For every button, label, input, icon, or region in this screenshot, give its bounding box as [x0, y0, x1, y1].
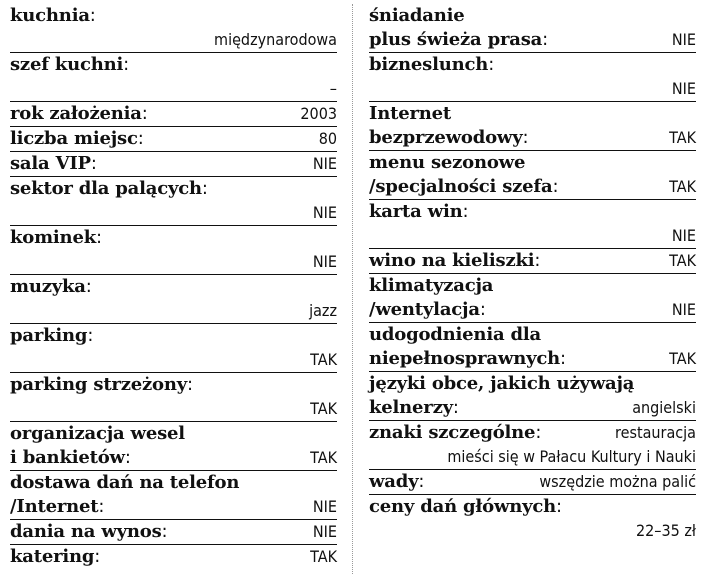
label-colon: :: [124, 447, 131, 468]
label-colon: :: [201, 178, 208, 199]
entry-kelnerzy: [369, 372, 696, 421]
value: 22–35 zł: [635, 521, 696, 540]
label-colon: :: [462, 201, 469, 222]
entry-bizneslunch: [369, 53, 696, 102]
label-colon: :: [95, 227, 102, 248]
label-colon: :: [452, 397, 459, 418]
label-text: wady: [369, 471, 419, 492]
value: NIE: [312, 154, 337, 173]
right-column: [369, 4, 696, 543]
label-text: znaki szczególne: [369, 422, 536, 443]
label: [369, 298, 486, 322]
label-text: szef kuchni: [10, 54, 124, 75]
label: [369, 28, 548, 52]
label-line1: języki obce, jakich używają: [369, 373, 635, 394]
label-colon: :: [479, 299, 486, 320]
entry-wady: [369, 470, 696, 495]
value: NIE: [312, 497, 337, 516]
label-colon: :: [85, 276, 92, 297]
entry-katering: [10, 545, 337, 569]
label: [10, 152, 97, 176]
label-text: sala VIP: [10, 153, 91, 174]
label-text: niepełnosprawnych: [369, 348, 560, 369]
label-text: sektor dla palących: [10, 178, 202, 199]
value: TAK: [669, 177, 696, 196]
label: [369, 126, 528, 150]
label: [369, 347, 566, 371]
entry-szef-kuchni: [10, 53, 337, 102]
entry-znaki-szczegolne: [369, 421, 696, 470]
label: [10, 374, 193, 395]
label-line1: dostawa dań na telefon: [10, 472, 240, 493]
label-colon: :: [542, 29, 548, 50]
label-text: parking strzeżony: [10, 374, 187, 395]
value: TAK: [669, 251, 696, 270]
column-divider: [352, 4, 353, 574]
label-text: rok założenia: [10, 103, 142, 124]
entry-plus-swieza-prasa: [369, 4, 696, 53]
label-text: /specjalności szefa: [369, 176, 553, 197]
label: [369, 175, 558, 199]
label-text: katering: [10, 546, 95, 567]
value-line2: mieści się w Pałacu Kultury i Nauki: [447, 447, 696, 466]
label-text: i bankietów: [10, 447, 125, 468]
entry-parking: [10, 324, 337, 373]
value: TAK: [310, 547, 337, 566]
label-line1: śniadanie: [369, 5, 465, 26]
label-colon: :: [137, 128, 144, 149]
label-text: parking: [10, 325, 88, 346]
label-line1: klimatyzacja: [369, 275, 494, 296]
label-colon: :: [488, 54, 495, 75]
label-colon: :: [556, 496, 562, 517]
label: [369, 396, 459, 420]
label: [10, 54, 129, 75]
label: [10, 276, 92, 297]
label: [10, 325, 93, 346]
entry-dania-na-wynos: [10, 520, 337, 545]
label-colon: :: [90, 153, 97, 174]
entry-specjalnosci-szefa: [369, 151, 696, 200]
label: [10, 127, 144, 151]
label: [369, 201, 468, 222]
label: [10, 178, 208, 199]
value: międzynarodowa: [214, 30, 337, 49]
value: restauracja: [615, 423, 696, 442]
label-text: wino na kieliszki: [369, 250, 535, 271]
label: [369, 496, 562, 517]
label-colon: :: [535, 422, 542, 443]
label: [10, 102, 148, 126]
label: [10, 446, 131, 470]
label: [10, 227, 102, 248]
label: [10, 545, 100, 569]
entry-parking-strzezony: [10, 373, 337, 422]
label-text: dania na wynos: [10, 521, 162, 542]
label-text: kelnerzy: [369, 397, 453, 418]
label-colon: :: [141, 103, 148, 124]
value: jazz: [309, 301, 337, 320]
entry-karta-win: [369, 200, 696, 249]
value: wszędzie można palić: [539, 472, 696, 491]
entry-bezprzewodowy: [369, 102, 696, 151]
value: NIE: [671, 226, 696, 245]
value: NIE: [312, 522, 337, 541]
entry-kominek: [10, 226, 337, 275]
value: NIE: [312, 203, 337, 222]
entry-sektor-dla-palacych: [10, 177, 337, 226]
label-text: kuchnia: [10, 5, 90, 26]
value: angielski: [632, 398, 696, 417]
entry-sala-vip: [10, 152, 337, 177]
label: [369, 421, 541, 445]
label: [369, 249, 540, 273]
label-text: plus świeża prasa: [369, 29, 543, 50]
entry-kuchnia: [10, 4, 337, 53]
label-colon: :: [123, 54, 130, 75]
label-colon: :: [186, 374, 193, 395]
entry-ceny-dan-glownych: [369, 495, 696, 543]
entry-muzyka: [10, 275, 337, 324]
label: [369, 470, 424, 494]
label: [10, 5, 96, 26]
label-line1: organizacja wesel: [10, 423, 185, 444]
value: 80: [318, 129, 337, 148]
value: 2003: [300, 104, 337, 123]
entry-wentylacja: [369, 274, 696, 323]
value: TAK: [310, 350, 337, 369]
label-text: kominek: [10, 227, 96, 248]
label-text: ceny dań głównych: [369, 496, 557, 517]
label-colon: :: [94, 546, 101, 567]
label-colon: :: [98, 496, 105, 517]
label-colon: :: [161, 521, 168, 542]
label-text: karta win: [369, 201, 463, 222]
entry-i-bankietow: [10, 422, 337, 471]
label-colon: :: [552, 176, 559, 197]
label-colon: :: [87, 325, 94, 346]
value: TAK: [669, 349, 696, 368]
label-text: /wentylacja: [369, 299, 480, 320]
value: TAK: [310, 448, 337, 467]
value: NIE: [312, 252, 337, 271]
label-line1: Internet: [369, 103, 452, 124]
label-colon: :: [418, 471, 425, 492]
label-text: liczba miejsc: [10, 128, 138, 149]
label-text: bezprzewodowy: [369, 127, 523, 148]
entry-rok-zalozenia: [10, 102, 337, 127]
label-colon: :: [522, 127, 529, 148]
entry-niepelnosprawnych: [369, 323, 696, 372]
left-column: [10, 4, 337, 569]
value: TAK: [310, 399, 337, 418]
label-line1: udogodnienia dla: [369, 324, 541, 345]
label-text: /Internet: [10, 496, 99, 517]
value: NIE: [671, 79, 696, 98]
value: NIE: [671, 30, 696, 49]
value: TAK: [669, 128, 696, 147]
entry-wino-na-kieliszki: [369, 249, 696, 274]
label-text: bizneslunch: [369, 54, 489, 75]
label: [10, 495, 104, 519]
label-colon: :: [560, 348, 566, 369]
label-text: muzyka: [10, 276, 86, 297]
entry-liczba-miejsc: [10, 127, 337, 152]
label-colon: :: [534, 250, 541, 271]
label-line1: menu sezonowe: [369, 152, 526, 173]
value: NIE: [671, 300, 696, 319]
label: [10, 520, 167, 544]
label-colon: :: [89, 5, 96, 26]
value: –: [329, 79, 337, 98]
label: [369, 54, 494, 75]
entry-internet: [10, 471, 337, 520]
